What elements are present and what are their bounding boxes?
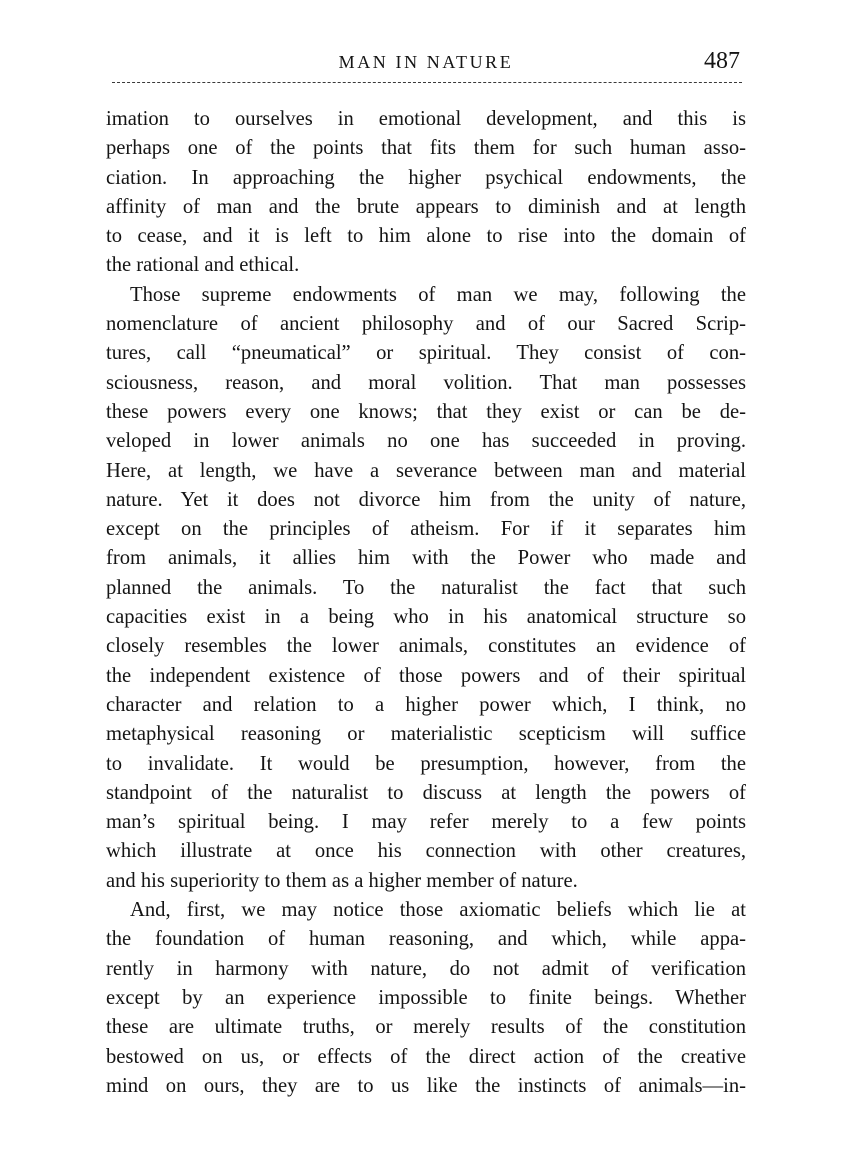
text-line: the foundation of human reasoning, and which, while appa- xyxy=(106,928,746,951)
text-line: to invalidate. It would be presumption, however, from the xyxy=(106,752,746,775)
body-text xyxy=(106,105,746,1101)
text-line: which illustrate at once his connection with other creatures, xyxy=(106,840,746,863)
text-line: rently in harmony with nature, do not admit of verification xyxy=(106,957,746,980)
text-line: planned the animals. To the naturalist the fact that such xyxy=(106,576,746,599)
text-line: the independent existence of those powers and of their spiritual xyxy=(106,664,746,687)
paragraph xyxy=(106,281,746,896)
text-line: standpoint of the naturalist to discuss at length the powers of xyxy=(106,781,746,804)
text-line: the rational and ethical. xyxy=(106,254,300,277)
text-line: And, first, we may notice those axiomatic beliefs which lie at xyxy=(130,899,746,922)
page-number: 487 xyxy=(704,48,740,74)
text-line: nomenclature of ancient philosophy and of our Sacred Scrip- xyxy=(106,313,746,336)
text-line: these are ultimate truths, or merely results of the constitution xyxy=(106,1016,746,1039)
text-line: man’s spiritual being. I may refer merely to a few points xyxy=(106,811,746,834)
text-line: affinity of man and the brute appears to diminish and at length xyxy=(106,195,746,218)
text-line: sciousness, reason, and moral volition. That man possesses xyxy=(106,371,746,394)
text-line: veloped in lower animals no one has succeeded in proving. xyxy=(106,430,746,453)
text-line: and his superiority to them as a higher member of nature. xyxy=(106,869,578,892)
text-line: Those supreme endowments of man we may, following the xyxy=(130,283,746,306)
text-line: to cease, and it is left to him alone to rise into the domain of xyxy=(106,225,746,248)
text-line: tures, call “pneumatical” or spiritual. They consist of con- xyxy=(106,342,746,365)
text-line: imation to ourselves in emotional development, and this is xyxy=(106,108,746,130)
paragraph xyxy=(106,896,746,1101)
running-head xyxy=(106,48,746,76)
text-line: Here, at length, we have a severance between man and material xyxy=(106,459,746,482)
text-line: mind on ours, they are to us like the instincts of animals—in- xyxy=(106,1074,746,1097)
text-line: closely resembles the lower animals, constitutes an evidence of xyxy=(106,635,746,658)
text-line: from animals, it allies him with the Power who made and xyxy=(106,547,746,570)
text-line: except on the principles of atheism. For if it separates him xyxy=(106,518,746,541)
text-line: nature. Yet it does not divorce him from the unity of nature, xyxy=(106,488,746,511)
paragraph xyxy=(106,105,746,281)
text-line: these powers every one knows; that they exist or can be de- xyxy=(106,400,746,423)
text-line: except by an experience impossible to finite beings. Whether xyxy=(106,986,746,1009)
text-line: character and relation to a higher power which, I think, no xyxy=(106,693,746,716)
text-line: perhaps one of the points that fits them for such human asso- xyxy=(106,137,746,160)
text-line: metaphysical reasoning or materialistic scepticism will suffice xyxy=(106,723,746,746)
text-line: bestowed on us, or effects of the direct action of the creative xyxy=(106,1045,746,1068)
text-line: ciation. In approaching the higher psychical endowments, the xyxy=(106,166,746,189)
header-rule xyxy=(112,82,742,83)
text-line: capacities exist in a being who in his anatomical structure so xyxy=(106,606,746,629)
running-title: MAN IN NATURE xyxy=(338,52,514,72)
